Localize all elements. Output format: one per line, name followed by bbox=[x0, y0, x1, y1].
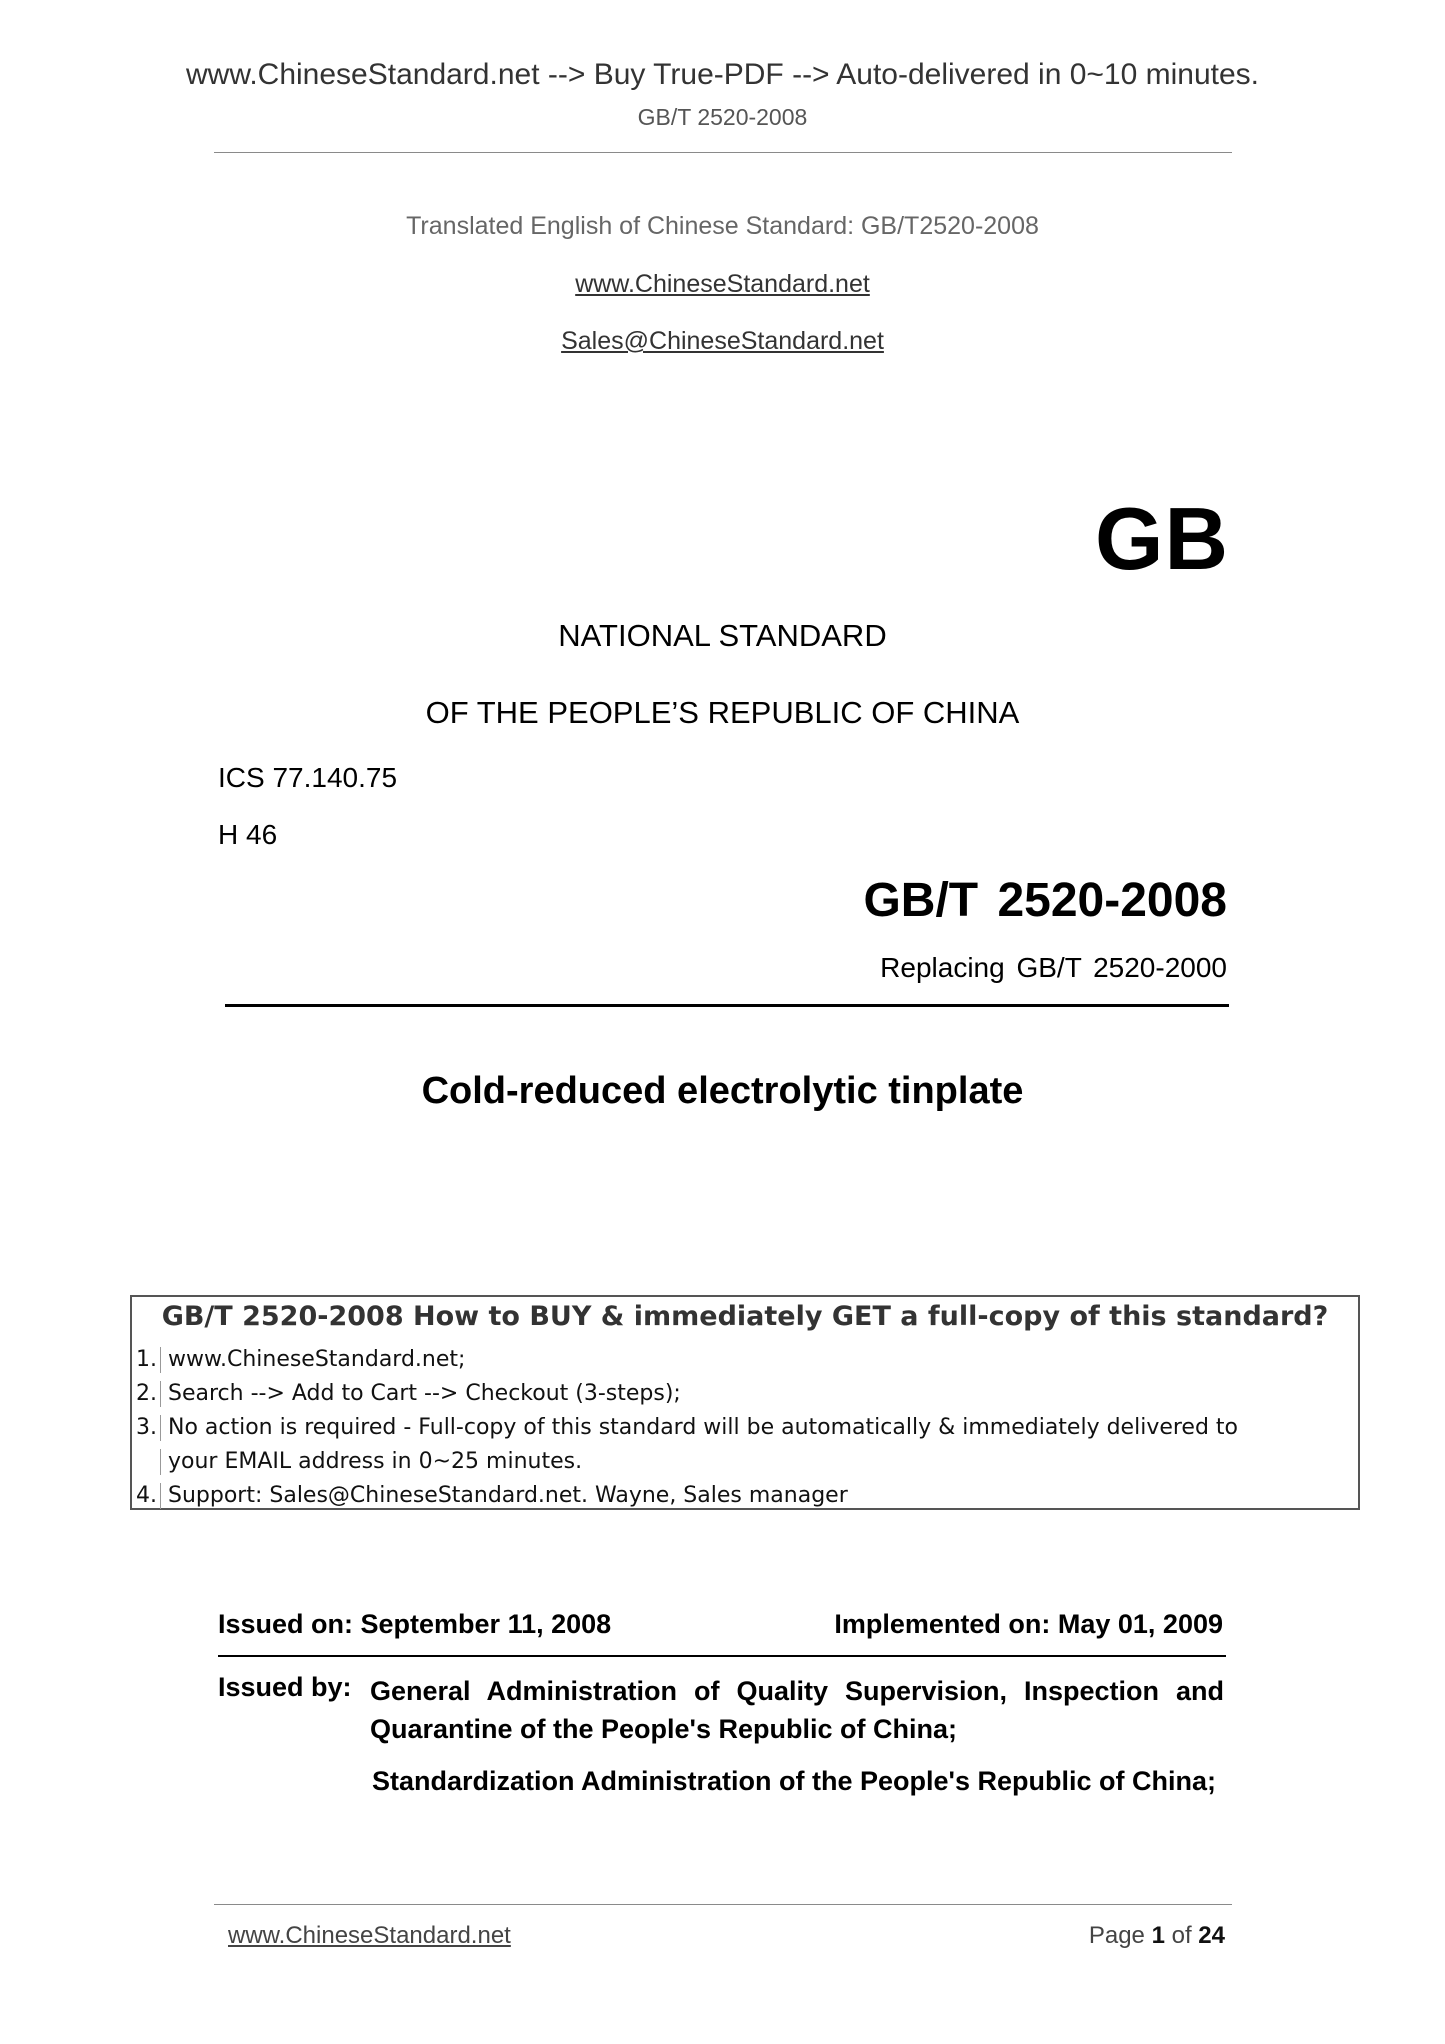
national-standard-line2: OF THE PEOPLE’S REPUBLIC OF CHINA bbox=[425, 695, 1020, 730]
sales-email-link[interactable]: Sales@ChineseStandard.net bbox=[561, 327, 884, 355]
buy-step-number: 2. bbox=[136, 1381, 157, 1406]
buy-instructions-box bbox=[130, 1295, 1360, 1510]
ics-code: ICS 77.140.75 bbox=[218, 762, 398, 793]
buy-step-text: Support: Sales@ChineseStandard.net. Wayne, Sales manager bbox=[168, 1483, 848, 1508]
buy-step-text: Search --> Add to Cart --> Checkout (3-steps); bbox=[168, 1381, 681, 1406]
replacing-standard: Replacing GB/T 2520-2000 bbox=[880, 952, 1227, 983]
buy-step-text: www.ChineseStandard.net; bbox=[168, 1347, 466, 1372]
buy-step-separator bbox=[160, 1483, 161, 1509]
header-standard-code: GB/T 2520-2008 bbox=[637, 104, 808, 130]
buy-step-separator bbox=[160, 1381, 161, 1407]
buy-step-text: your EMAIL address in 0~25 minutes. bbox=[168, 1449, 583, 1474]
page-current: 1 bbox=[1151, 1922, 1165, 1949]
document-title: Cold-reduced electrolytic tinplate bbox=[421, 1070, 1024, 1112]
buy-steps-list bbox=[132, 1343, 1358, 1513]
footer-divider bbox=[214, 1904, 1232, 1905]
buy-step-continuation bbox=[132, 1445, 1358, 1479]
title-divider bbox=[225, 1004, 1229, 1007]
website-link[interactable]: www.ChineseStandard.net bbox=[575, 270, 870, 298]
buy-step-separator bbox=[160, 1449, 161, 1475]
page-total: 24 bbox=[1198, 1922, 1225, 1949]
header-divider bbox=[214, 152, 1232, 153]
buy-step-separator bbox=[160, 1415, 161, 1441]
issued-by-label: Issued by: bbox=[218, 1672, 352, 1702]
issued-on-date: Issued on: September 11, 2008 bbox=[218, 1609, 612, 1639]
issuing-organization-1: General Administration of Quality Supervision, Inspection and Quarantine of the People's Republic of China; bbox=[370, 1676, 1224, 1744]
translation-website-row bbox=[0, 270, 1445, 299]
buy-step-number: 3. bbox=[136, 1415, 157, 1440]
standard-number: GB/T 2520-2008 bbox=[863, 874, 1227, 927]
page-prefix: Page bbox=[1088, 1922, 1145, 1949]
buy-step bbox=[132, 1377, 1358, 1411]
translation-email-row bbox=[0, 327, 1445, 356]
buy-step bbox=[132, 1479, 1358, 1513]
header-tagline: www.ChineseStandard.net --> Buy True-PDF --> Auto-delivered in 0~10 minutes. bbox=[185, 58, 1260, 91]
classification-code: H 46 bbox=[218, 819, 278, 850]
page-number bbox=[1089, 1922, 1225, 1950]
implemented-on-date: Implemented on: May 01, 2009 bbox=[834, 1609, 1223, 1639]
translation-title: Translated English of Chinese Standard: GB/T2520-2008 bbox=[406, 212, 1039, 240]
footer-website-link[interactable]: www.ChineseStandard.net bbox=[228, 1922, 511, 1949]
issue-divider bbox=[218, 1655, 1226, 1657]
buy-step-text: No action is required - Full-copy of this standard will be automatically & immediately delivered to bbox=[168, 1415, 1239, 1440]
buy-step-number: 4. bbox=[136, 1483, 157, 1508]
buy-step bbox=[132, 1411, 1358, 1445]
issuing-organization-2: Standardization Administration of the People's Republic of China; bbox=[372, 1766, 1216, 1796]
buy-step-number: 1. bbox=[136, 1347, 157, 1372]
buy-step-separator bbox=[160, 1347, 161, 1373]
buy-box-heading: GB/T 2520-2008 How to BUY & immediately GET a full-copy of this standard? bbox=[161, 1301, 1329, 1332]
gb-mark: GB bbox=[1095, 489, 1229, 588]
buy-step bbox=[132, 1343, 1358, 1377]
national-standard-line1: NATIONAL STANDARD bbox=[558, 618, 887, 653]
page-of: of bbox=[1171, 1922, 1192, 1949]
